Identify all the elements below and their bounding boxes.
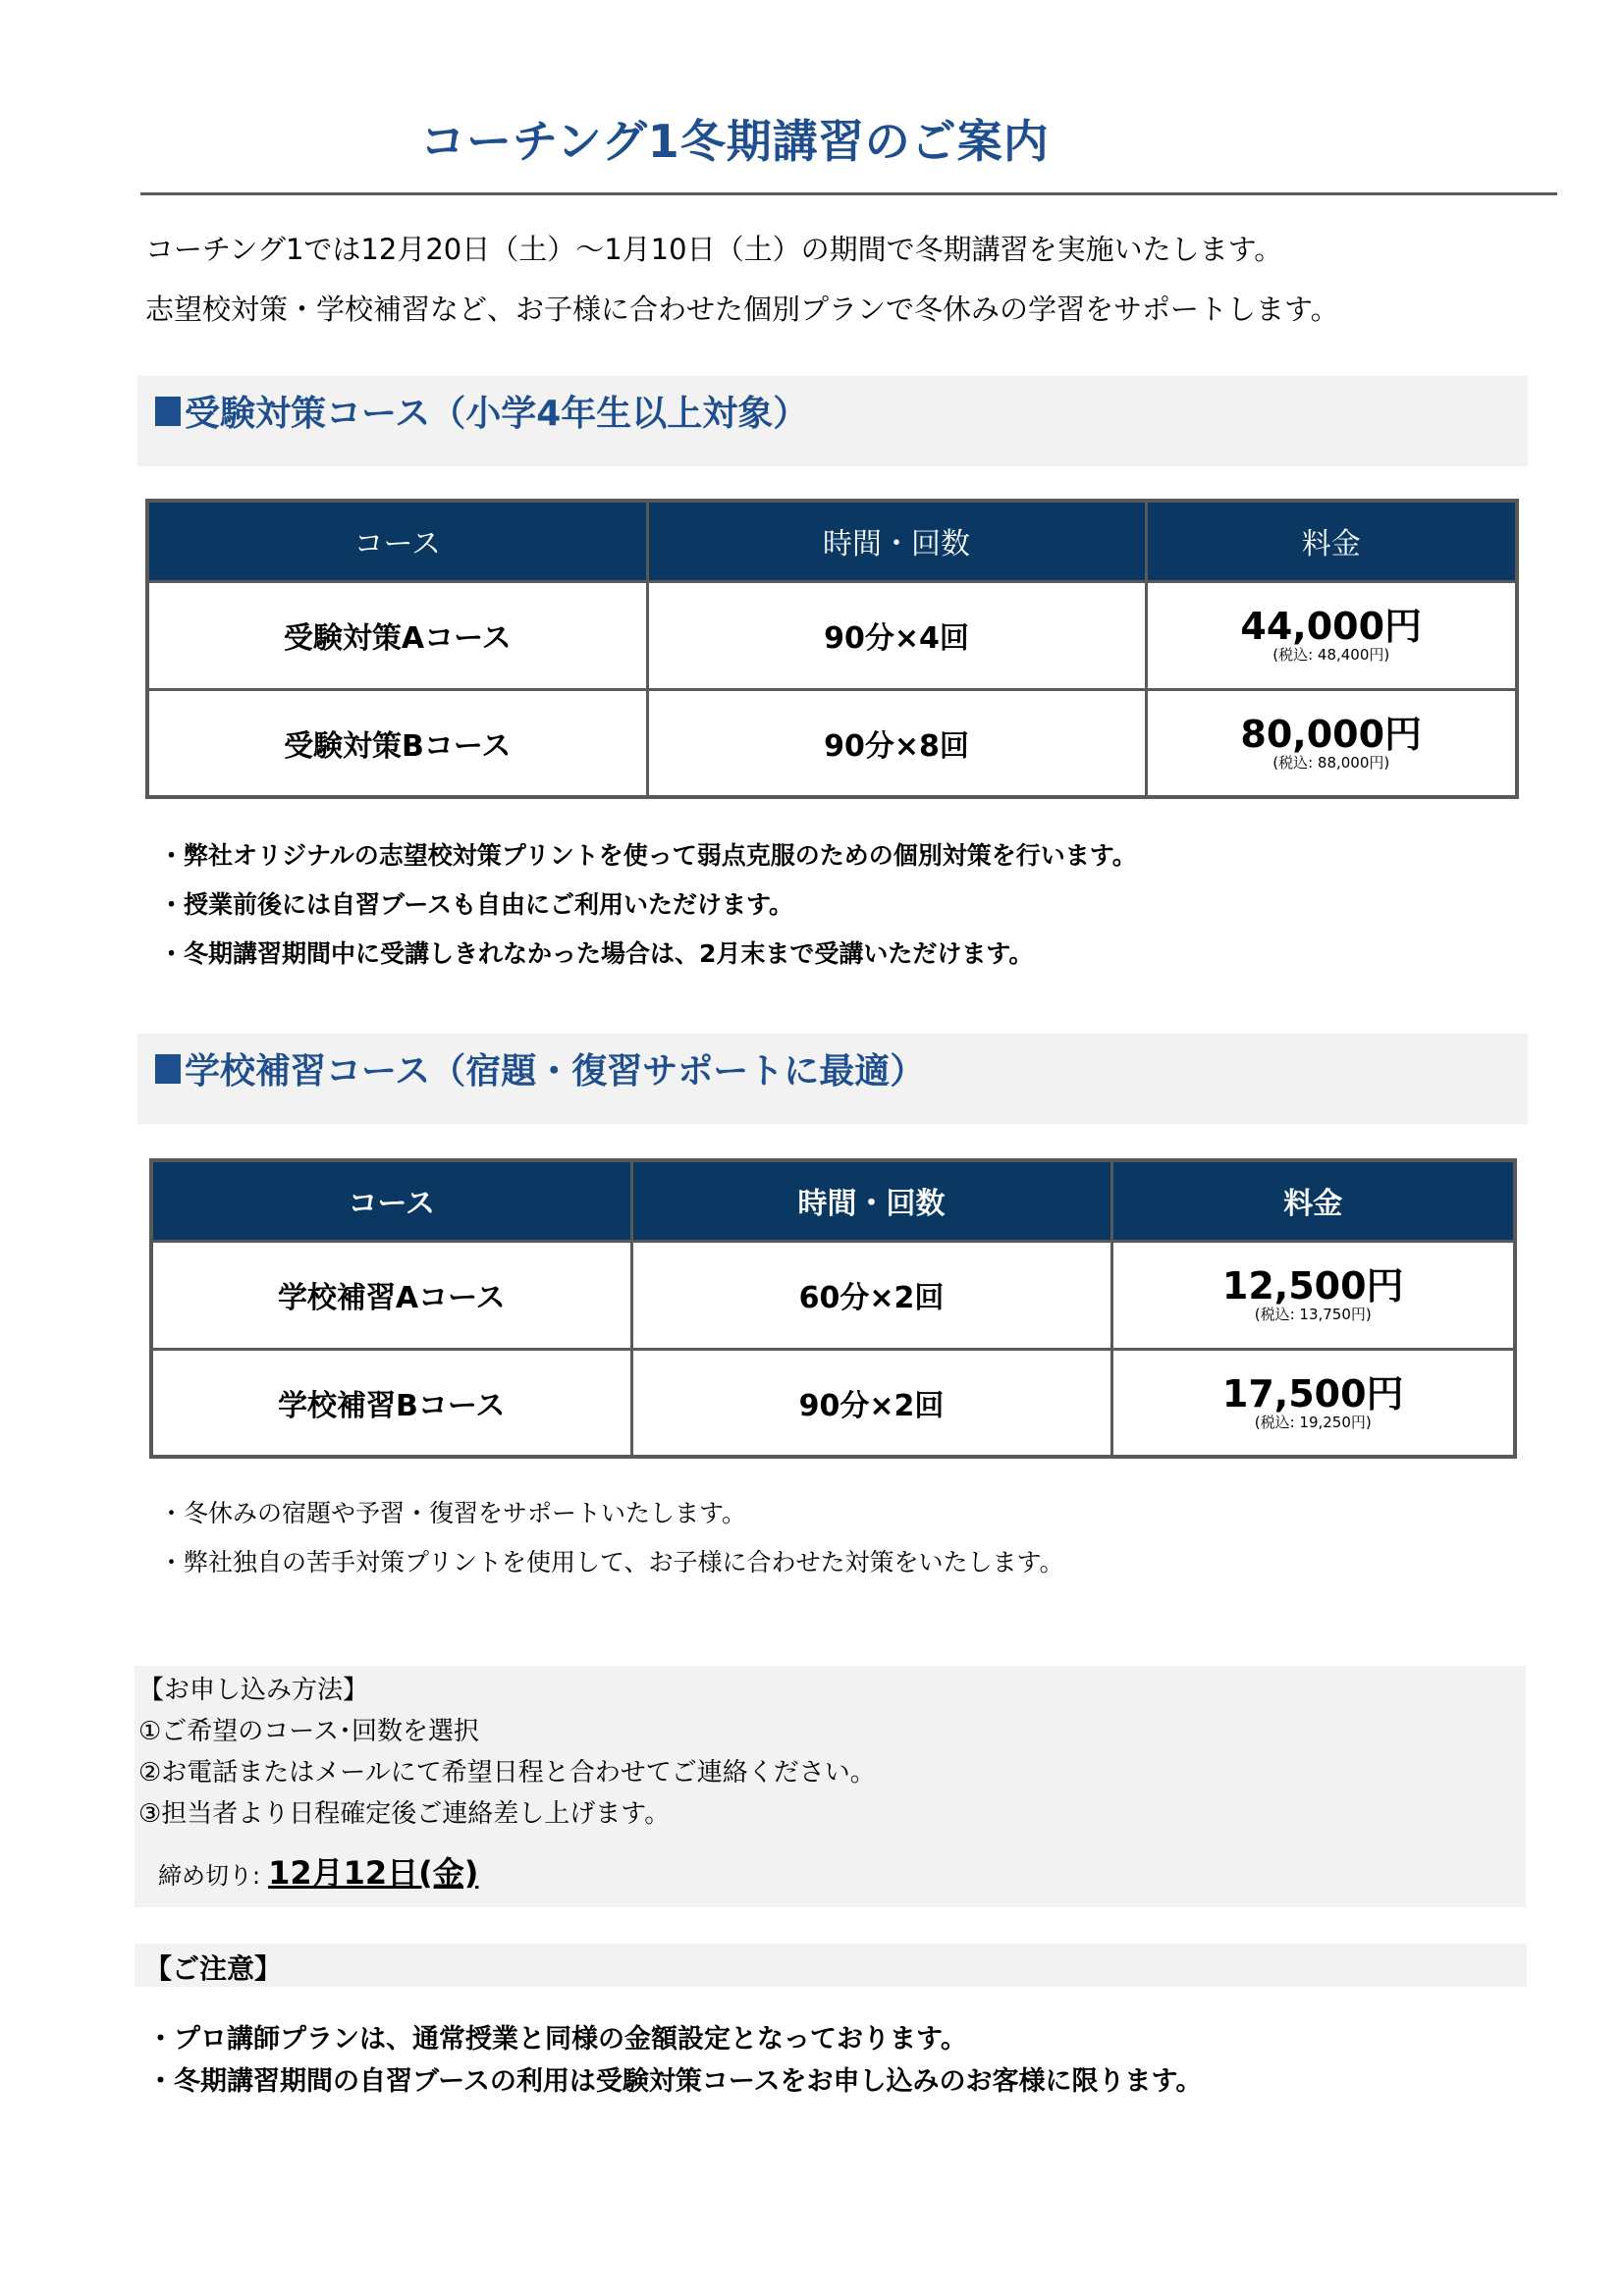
table-row: [151, 1349, 1515, 1457]
course-price-cell: [1146, 581, 1517, 689]
course-price-tax: (税込: 19,250円): [1254, 1413, 1372, 1431]
course-time: 60分×2回: [631, 1241, 1111, 1349]
table-header-row: [151, 1160, 1515, 1241]
page-title: コーチング1冬期講習のご案内: [420, 115, 1050, 168]
application-step-3: ③担当者より日程確定後ご連絡差し上げます。: [138, 1799, 671, 1829]
exam-course-table: [145, 499, 1519, 799]
exam-note-2: ・授業前後には自習ブースも自由にご利用いただけます。: [159, 890, 794, 919]
table-row: [147, 689, 1517, 797]
header-price: 料金: [1146, 501, 1517, 581]
course-name: 受験対策Bコース: [147, 689, 647, 797]
intro-line-1: コーチング1では12月20日（土）～1月10日（土）の期間で冬期講習を実施いたします。: [145, 233, 1283, 266]
course-price: 80,000円: [1240, 712, 1423, 756]
course-time: 90分×2回: [631, 1349, 1111, 1457]
course-price-tax: (税込: 88,000円): [1272, 753, 1390, 772]
school-course-table: [149, 1158, 1517, 1459]
notice-item-1: ・プロ講師プランは、通常授業と同様の金額設定となっております。: [147, 2024, 967, 2055]
course-name: 受験対策Aコース: [147, 581, 647, 689]
course-price-cell: [1146, 689, 1517, 797]
deadline: [158, 1848, 478, 1894]
school-note-1: ・冬休みの宿題や予習・復習をサポートいたします。: [159, 1499, 747, 1527]
exam-note-1: ・弊社オリジナルの志望校対策プリントを使って弱点克服のための個別対策を行います。: [159, 841, 1137, 870]
application-box: [135, 1666, 1526, 1907]
section-header-school: [137, 1034, 1528, 1124]
application-title: 【お申し込み方法】: [138, 1676, 369, 1705]
section-header-exam: [137, 376, 1528, 466]
course-price: 12,500円: [1221, 1264, 1404, 1308]
course-price-cell: [1111, 1241, 1515, 1349]
table-row: [151, 1241, 1515, 1349]
course-name: 学校補習Aコース: [151, 1241, 631, 1349]
header-time: 時間・回数: [647, 501, 1146, 581]
notice-item-2: ・冬期講習期間の自習ブースの利用は受験対策コースをお申し込みのお客様に限ります。: [147, 2066, 1203, 2097]
course-price-cell: [1111, 1349, 1515, 1457]
exam-note-3: ・冬期講習期間中に受講しきれなかった場合は、2月末まで受講いただけます。: [159, 939, 1034, 968]
header-time: 時間・回数: [631, 1160, 1111, 1241]
course-price: 44,000円: [1240, 605, 1423, 648]
table-row: [147, 581, 1517, 689]
deadline-value: 12月12日(金): [268, 1854, 479, 1892]
course-price-tax: (税込: 13,750円): [1254, 1306, 1372, 1323]
header-course: コース: [151, 1160, 631, 1241]
header-course: コース: [147, 501, 647, 581]
intro-line-2: 志望校対策・学校補習など、お子様に合わせた個別プランで冬休みの学習をサポートします。: [145, 293, 1339, 326]
section-title-school: 学校補習コース（宿題・復習サポートに最適）: [185, 1051, 926, 1092]
application-step-1: ①ご希望のコース･回数を選択: [138, 1717, 480, 1746]
square-bullet-icon: [155, 1054, 181, 1084]
title-divider: [140, 192, 1557, 195]
course-time: 90分×4回: [647, 581, 1146, 689]
deadline-label: 締め切り:: [158, 1862, 261, 1890]
course-name: 学校補習Bコース: [151, 1349, 631, 1457]
notice-title: 【ご注意】: [144, 1952, 283, 1985]
square-bullet-icon: [155, 397, 181, 426]
header-price: 料金: [1111, 1160, 1515, 1241]
notice-header: [135, 1944, 1527, 1987]
section-title-exam: 受験対策コース（小学4年生以上対象）: [185, 394, 809, 434]
course-price-tax: (税込: 48,400円): [1272, 646, 1390, 664]
table-header-row: [147, 501, 1517, 581]
application-step-2: ②お電話またはメールにて希望日程と合わせてご連絡ください。: [138, 1758, 876, 1788]
school-note-2: ・弊社独自の苦手対策プリントを使用して、お子様に合わせた対策をいたします。: [159, 1548, 1064, 1576]
course-time: 90分×8回: [647, 689, 1146, 797]
course-price: 17,500円: [1221, 1371, 1404, 1415]
